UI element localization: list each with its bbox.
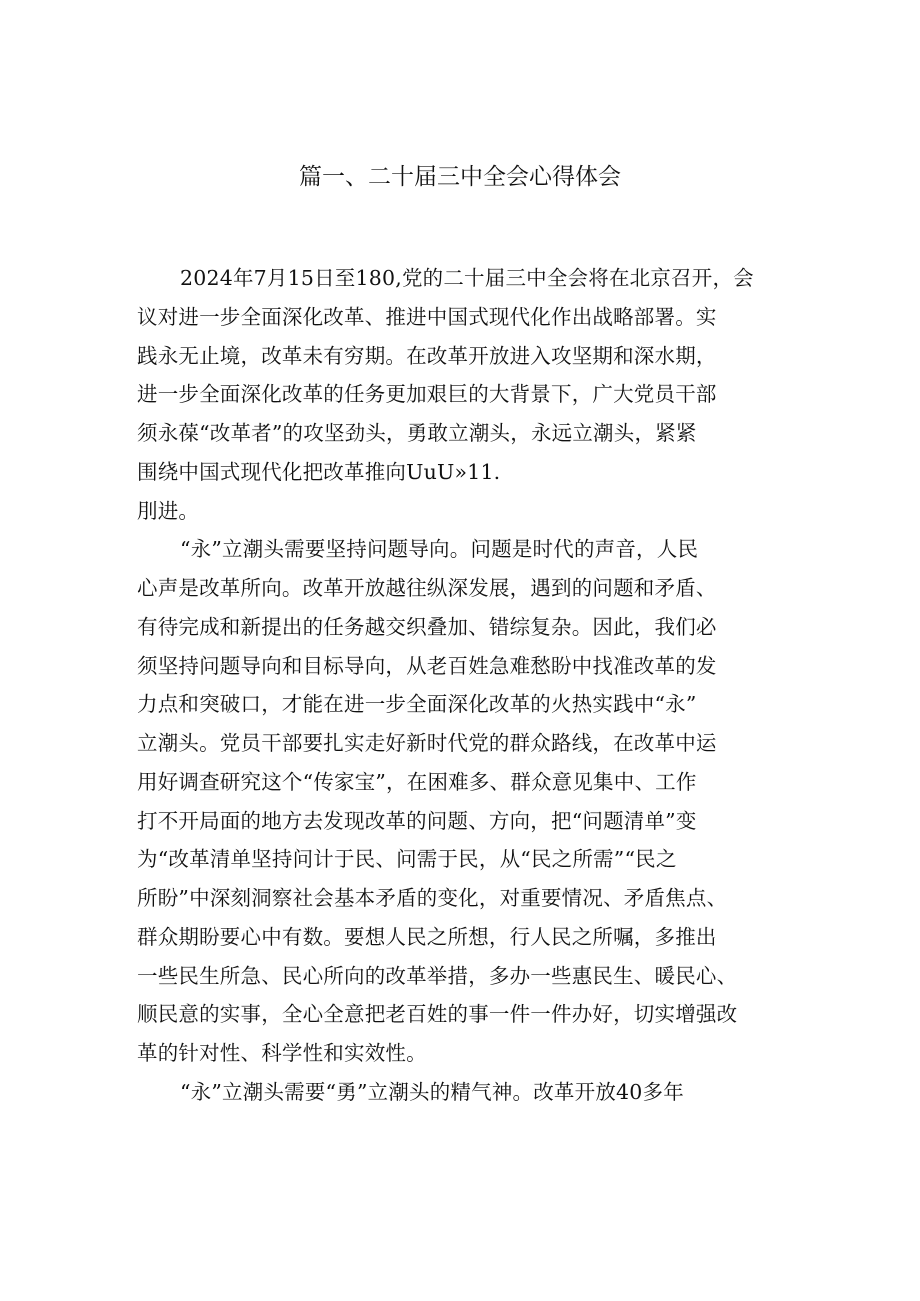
paragraph-line: 心声是改革所向。改革开放越往纵深发展，遇到的问题和矛盾、	[137, 576, 717, 600]
paragraph-line: 用好调查研究这个“传家宝”，在困难多、群众意见集中、工作	[137, 769, 697, 794]
paragraph-line: 践永无止境，改革未有穷期。在改革开放进入攻坚期和深水期，	[137, 343, 717, 368]
paragraph-line: 议对进一步全面深化改革、推进中国式现代化作出战略部署。实	[137, 304, 717, 329]
paragraph-line: “永”立潮头需要坚持问题导向。问题是时代的声音，人民	[180, 537, 699, 562]
paragraph-line: 立潮头。党员干部要扎实走好新时代党的群众路线，在改革中运	[137, 731, 717, 755]
paragraph-line: 一些民生所急、民心所向的改革举措，多办一些惠民生、暖民心、	[137, 963, 738, 988]
paragraph-line: 2024年7月15日至180,党的二十届三中全会将在北京召开，会	[180, 266, 754, 290]
paragraph-line: 刖进。	[137, 498, 200, 523]
paragraph-line: 群众期盼要心中有数。要想人民之所想，行人民之所嘱，多推出	[137, 924, 717, 949]
paragraph-line: 力点和突破口，才能在进一步全面深化改革的火热实践中“永”	[137, 692, 697, 717]
document-body	[137, 259, 797, 1112]
paragraph-line: 打不开局面的地方去发现改革的问题、方向，把“问题清单”变	[137, 808, 697, 833]
paragraph-line: 进一步全面深化改革的任务更加艰巨的大背景下，广大党员干部	[137, 382, 717, 407]
paragraph-line: 须坚持问题导向和目标导向，从老百姓急难愁盼中找准改革的发	[137, 653, 717, 678]
document-title: 篇一、二十届三中全会心得体会	[299, 164, 621, 190]
paragraph-line: 所盼”中深刻洞察社会基本矛盾的变化，对重要情况、矛盾焦点、	[137, 886, 728, 910]
paragraph-line: 须永葆“改革者”的攻坚劲头，勇敢立潮头，永远立潮头，紧紧	[137, 421, 697, 445]
paragraph-line: “永”立潮头需要“勇”立潮头的精气神。改革开放40多年	[180, 1079, 684, 1104]
paragraph-line: 顺民意的实事，全心全意把老百姓的事一件一件办好，切实增强改	[137, 1002, 738, 1027]
paragraph-line: 有待完成和新提出的任务越交织叠加、错综复杂。因此，我们必	[137, 614, 717, 639]
paragraph-line: 围绕中国式现代化把改革推向UuU»11.	[137, 459, 501, 484]
paragraph-line: 为“改革清单坚持问计于民、问需于民，从“民之所需”“民之	[137, 847, 677, 872]
paragraph-line: 革的针对性、科学性和实效性。	[137, 1041, 427, 1065]
